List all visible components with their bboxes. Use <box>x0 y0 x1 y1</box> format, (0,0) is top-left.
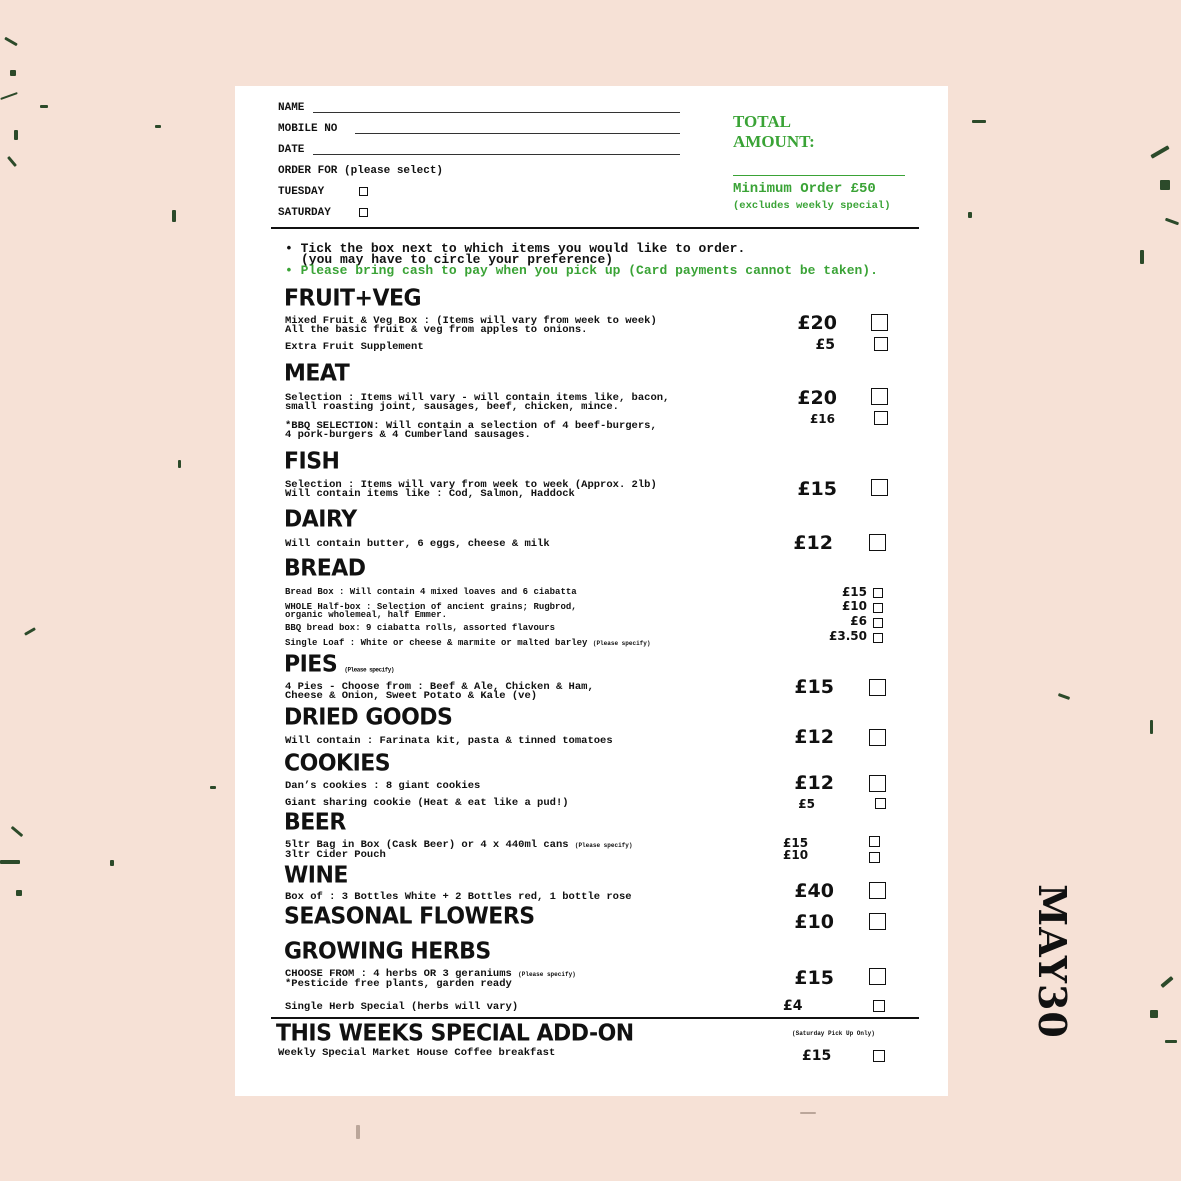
dairy-item-1-price: £12 <box>793 532 833 554</box>
wine-item-1-checkbox[interactable] <box>869 882 886 899</box>
section-title-dairy: DAIRY <box>284 506 357 533</box>
flowers-item-1-checkbox[interactable] <box>869 913 886 930</box>
dried-item-1-checkbox[interactable] <box>869 729 886 746</box>
wine-item-1-desc: Box of : 3 Bottles White + 2 Bottles red, 1 bottle rose <box>285 891 632 903</box>
cookies-item-2-price: £5 <box>798 797 815 811</box>
total-line-1: TOTAL <box>733 112 791 131</box>
bread-item-1-checkbox[interactable] <box>873 588 883 598</box>
bread-item-4-text: Single Loaf : White or cheese & marmite or malted barley <box>285 638 588 648</box>
meat-item-1-price: £20 <box>797 387 837 409</box>
herbs-item-2-checkbox[interactable] <box>873 1000 885 1012</box>
fish-item-1-checkbox[interactable] <box>871 479 888 496</box>
bread-item-1-price: £15 <box>841 585 867 599</box>
beer-item-1-text: 5ltr Bag in Box (Cask Beer) or 4 x 440ml cans <box>285 839 569 851</box>
special-item-1-checkbox[interactable] <box>873 1050 885 1062</box>
pies-title-text: PIES <box>284 651 338 678</box>
date-label: DATE <box>278 144 305 156</box>
divider <box>271 1017 919 1019</box>
minimum-order: Minimum Order £50 <box>733 181 876 197</box>
side-label-text: MAY30 <box>1029 884 1075 1039</box>
special-item-1-price: £15 <box>802 1048 832 1064</box>
meat-item-2-price: £16 <box>809 412 835 426</box>
instruction-2: (you may have to circle your preference) <box>301 252 614 267</box>
order-for-label: ORDER FOR (please select) <box>278 165 444 177</box>
flowers-item-1-price: £10 <box>794 911 834 933</box>
section-title-pies <box>284 651 394 677</box>
date-side-label <box>1029 884 1075 1039</box>
dairy-item-1-checkbox[interactable] <box>869 534 886 551</box>
mobile-field[interactable] <box>355 133 680 134</box>
fruitveg-item-2-price: £5 <box>815 337 835 353</box>
saturday-label: SATURDAY <box>278 207 331 219</box>
beer-item-2-checkbox[interactable] <box>869 852 880 863</box>
herbs-item-1-checkbox[interactable] <box>869 968 886 985</box>
fruitveg-item-2-desc: Extra Fruit Supplement <box>285 341 424 353</box>
herbs-item-1-note: (Please specify) <box>518 971 576 978</box>
meat-item-2-checkbox[interactable] <box>874 411 888 425</box>
fruitveg-item-2-checkbox[interactable] <box>874 337 888 351</box>
meat-item-1-desc: Selection : Items will vary - will contain items like, bacon, small roasting joint, sausages, beef, chicken, mince. <box>285 392 670 413</box>
pies-title-note: (Please specify) <box>344 666 394 674</box>
bread-item-3-checkbox[interactable] <box>873 618 883 628</box>
dried-item-1-desc: Will contain : Farinata kit, pasta & tinned tomatoes <box>285 735 613 747</box>
beer-item-2-desc: 3ltr Cider Pouch <box>285 849 386 861</box>
section-title-wine: WINE <box>284 862 348 889</box>
instruction-3: • Please bring cash to pay when you pick up (Card payments cannot be taken). <box>285 263 878 278</box>
beer-item-1-checkbox[interactable] <box>869 836 880 847</box>
cookies-item-1-checkbox[interactable] <box>869 775 886 792</box>
name-field[interactable] <box>313 112 680 113</box>
fish-item-1-desc: Selection : Items will vary from week to week (Approx. 2lb) Will contain items like : Cod, Salmon, Haddock <box>285 479 657 500</box>
beer-item-2-price: £10 <box>783 848 809 862</box>
bread-item-3-desc: BBQ bread box: 9 ciabatta rolls, assorted flavours <box>285 623 556 633</box>
section-title-beer: BEER <box>284 809 346 836</box>
pies-item-1-checkbox[interactable] <box>869 679 886 696</box>
bread-item-4-desc <box>285 639 650 648</box>
bread-item-2-desc: WHOLE Half-box : Selection of ancient grains; Rugbrod, organic wholemeal, half Emmer. <box>285 602 577 620</box>
section-title-cookies: COOKIES <box>284 750 391 777</box>
beer-item-1-note: (Please specify) <box>574 842 633 849</box>
special-note: (Saturday Pick Up Only) <box>792 1030 875 1037</box>
divider <box>271 227 919 229</box>
fish-item-1-price: £15 <box>797 478 837 500</box>
order-form <box>235 86 948 1096</box>
beer-item-1-price: £15 <box>783 836 809 850</box>
section-title-meat: MEAT <box>284 360 350 387</box>
minimum-note: (excludes weekly special) <box>733 200 891 212</box>
section-title-herbs: GROWING HERBS <box>284 938 491 965</box>
bread-item-4-checkbox[interactable] <box>873 633 883 643</box>
tuesday-checkbox[interactable] <box>359 187 368 196</box>
fruitveg-item-1-checkbox[interactable] <box>871 314 888 331</box>
fruitveg-item-1-price: £20 <box>797 312 837 334</box>
section-title-bread: BREAD <box>284 555 366 582</box>
pies-item-1-price: £15 <box>794 676 834 698</box>
herbs-item-1-desc2: *Pesticide free plants, garden ready <box>285 978 512 990</box>
section-title-fish: FISH <box>284 448 340 475</box>
mobile-label: MOBILE NO <box>278 123 338 135</box>
bread-item-2-checkbox[interactable] <box>873 603 883 613</box>
section-title-dried: DRIED GOODS <box>284 704 453 731</box>
special-item-1-desc: Weekly Special Market House Coffee breakfast <box>278 1047 556 1059</box>
cookies-item-1-price: £12 <box>794 772 834 794</box>
bread-item-2-price: £10 <box>841 599 867 613</box>
name-label: NAME <box>278 102 305 114</box>
dairy-item-1-desc: Will contain butter, 6 eggs, cheese & milk <box>285 538 550 550</box>
section-title-special: THIS WEEKS SPECIAL ADD-ON <box>276 1020 634 1047</box>
herbs-item-1-text: CHOOSE FROM : 4 herbs OR 3 geraniums <box>285 968 512 980</box>
herbs-item-1-price: £15 <box>794 967 834 989</box>
dried-item-1-price: £12 <box>794 726 834 748</box>
pies-item-1-desc: 4 Pies - Choose from : Beef & Ale, Chicken & Ham, Cheese & Onion, Sweet Potato & Kale (ve) <box>285 681 594 702</box>
date-field[interactable] <box>313 154 680 155</box>
bread-item-4-note: (Please specify) <box>592 640 651 647</box>
instruction-1: • Tick the box next to which items you would like to order. <box>285 241 746 256</box>
section-title-flowers: SEASONAL FLOWERS <box>284 903 535 930</box>
meat-item-2-desc: *BBQ SELECTION: Will contain a selection of 4 beef-burgers, 4 pork-burgers & 4 Cumberland sausages. <box>285 420 657 441</box>
cookies-item-2-desc: Giant sharing cookie (Heat & eat like a pud!) <box>285 797 569 809</box>
total-line-2: AMOUNT: <box>733 132 815 151</box>
fruitveg-item-1-desc: Mixed Fruit & Veg Box : (Items will vary from week to week) All the basic fruit & veg from apples to onions. <box>285 315 657 336</box>
herbs-item-2-desc: Single Herb Special (herbs will vary) <box>285 1001 519 1013</box>
meat-item-1-checkbox[interactable] <box>871 388 888 405</box>
section-title-fruitveg: FRUIT+VEG <box>284 285 422 312</box>
cookies-item-2-checkbox[interactable] <box>875 798 886 809</box>
herbs-item-2-price: £4 <box>783 998 803 1014</box>
total-amount-field[interactable] <box>733 175 905 176</box>
bread-item-3-price: £6 <box>850 614 867 628</box>
wine-item-1-price: £40 <box>794 880 834 902</box>
cookies-item-1-desc: Dan’s cookies : 8 giant cookies <box>285 780 481 792</box>
tuesday-label: TUESDAY <box>278 186 325 198</box>
saturday-checkbox[interactable] <box>359 208 368 217</box>
total-amount-label <box>733 112 815 152</box>
bread-item-4-price: £3.50 <box>829 629 867 643</box>
bread-item-1-desc: Bread Box : Will contain 4 mixed loaves and 6 ciabatta <box>285 587 577 597</box>
